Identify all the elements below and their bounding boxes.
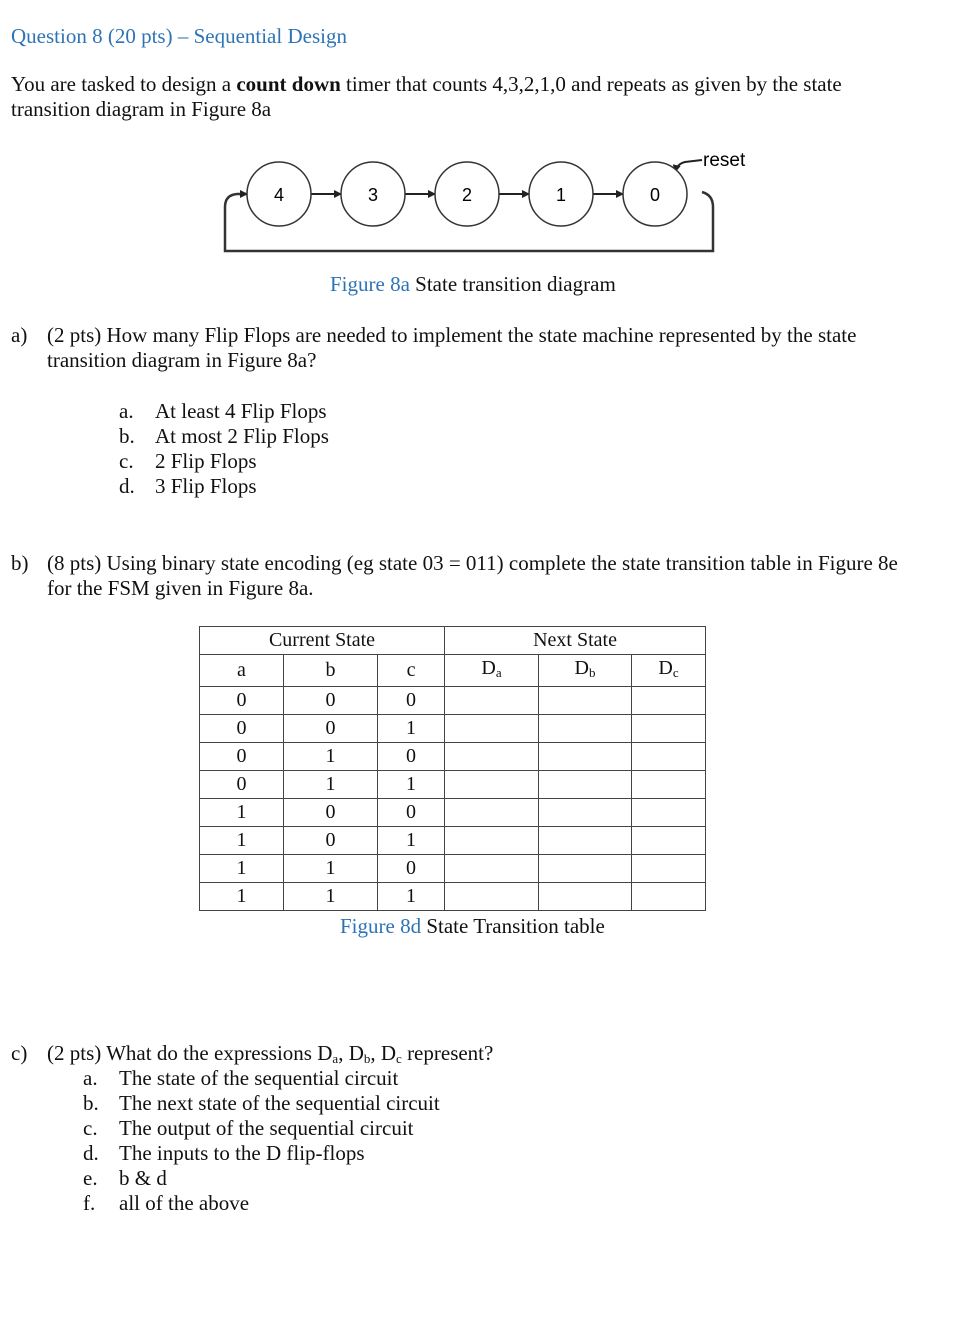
cell-a: 0 bbox=[200, 715, 284, 743]
figure-8a-caption bbox=[330, 272, 616, 297]
cell-a: 0 bbox=[200, 771, 284, 799]
next-state-header: Next State bbox=[445, 627, 706, 655]
cell-db[interactable] bbox=[539, 715, 632, 743]
cell-c: 1 bbox=[378, 883, 445, 911]
state-1 bbox=[529, 162, 593, 226]
cell-a: 1 bbox=[200, 799, 284, 827]
table-row bbox=[200, 855, 706, 883]
cell-dc[interactable] bbox=[632, 743, 706, 771]
cell-b: 0 bbox=[284, 715, 378, 743]
question-title: Question 8 (20 pts) – Sequential Design bbox=[11, 24, 347, 48]
part-a-option[interactable] bbox=[119, 399, 327, 424]
option-letter: a. bbox=[83, 1066, 98, 1090]
part-b-line-1: (8 pts) Using binary state encoding (eg state 03 = 011) complete the state transition table in Figure 8e bbox=[47, 551, 898, 575]
table-row bbox=[200, 743, 706, 771]
col-header-c: c bbox=[378, 655, 445, 687]
cell-c: 0 bbox=[378, 855, 445, 883]
part-c-option[interactable] bbox=[83, 1141, 365, 1166]
option-letter: d. bbox=[119, 474, 135, 498]
option-text: The output of the sequential circuit bbox=[119, 1116, 414, 1140]
table-row bbox=[200, 771, 706, 799]
option-letter: c. bbox=[83, 1116, 98, 1140]
cell-a: 1 bbox=[200, 855, 284, 883]
figure-8d-caption bbox=[340, 914, 605, 939]
cell-db[interactable] bbox=[539, 687, 632, 715]
option-text: all of the above bbox=[119, 1191, 250, 1215]
option-text: b & d bbox=[119, 1166, 167, 1190]
state-label: 1 bbox=[555, 185, 567, 205]
col-header-a: a bbox=[200, 655, 284, 687]
cell-a: 0 bbox=[200, 743, 284, 771]
table-row bbox=[200, 799, 706, 827]
cell-db[interactable] bbox=[539, 771, 632, 799]
cell-da[interactable] bbox=[445, 687, 539, 715]
cell-dc[interactable] bbox=[632, 883, 706, 911]
cell-dc[interactable] bbox=[632, 771, 706, 799]
part-b-marker: b) bbox=[11, 551, 29, 575]
intro-post: timer that counts 4,3,2,1,0 and repeats as given by the state bbox=[340, 72, 842, 96]
cell-da[interactable] bbox=[445, 771, 539, 799]
prompt-sub-b: b bbox=[363, 1051, 371, 1066]
state-4 bbox=[247, 162, 311, 226]
state-label: 2 bbox=[461, 185, 473, 205]
cell-b: 0 bbox=[284, 827, 378, 855]
col-header-db bbox=[539, 655, 632, 687]
table-row bbox=[200, 687, 706, 715]
col-header-dc bbox=[632, 655, 706, 687]
cell-da[interactable] bbox=[445, 799, 539, 827]
option-text: 2 Flip Flops bbox=[155, 449, 257, 473]
option-letter: f. bbox=[83, 1191, 96, 1215]
cell-b: 1 bbox=[284, 883, 378, 911]
current-state-header: Current State bbox=[200, 627, 445, 655]
dc-base: D bbox=[658, 657, 673, 679]
prompt-post: represent? bbox=[401, 1041, 494, 1065]
cell-c: 0 bbox=[378, 687, 445, 715]
option-letter: a. bbox=[119, 399, 134, 423]
state-2 bbox=[435, 162, 499, 226]
cell-db[interactable] bbox=[539, 799, 632, 827]
state-label: 3 bbox=[367, 185, 379, 205]
state-label: 0 bbox=[649, 185, 661, 205]
option-text: The next state of the sequential circuit bbox=[119, 1091, 440, 1115]
state-label: 4 bbox=[273, 185, 285, 205]
cell-da[interactable] bbox=[445, 715, 539, 743]
part-a-option[interactable] bbox=[119, 424, 329, 449]
part-a-marker: a) bbox=[11, 323, 28, 347]
da-sub: a bbox=[495, 665, 502, 680]
cell-db[interactable] bbox=[539, 855, 632, 883]
part-a-option[interactable] bbox=[119, 449, 257, 474]
db-base: D bbox=[574, 657, 589, 679]
cell-b: 0 bbox=[284, 687, 378, 715]
reset-arrow bbox=[675, 160, 702, 172]
part-c-option[interactable] bbox=[83, 1166, 167, 1191]
cell-da[interactable] bbox=[445, 883, 539, 911]
prompt-pre: (2 pts) What do the expressions D bbox=[47, 1041, 333, 1065]
option-letter: d. bbox=[83, 1141, 99, 1165]
option-text: At most 2 Flip Flops bbox=[155, 424, 329, 448]
part-a-option[interactable] bbox=[119, 474, 257, 499]
option-letter: b. bbox=[83, 1091, 99, 1115]
prompt-sep-2: , D bbox=[370, 1041, 397, 1065]
prompt-sub-c: c bbox=[396, 1051, 402, 1066]
cell-b: 1 bbox=[284, 855, 378, 883]
cell-c: 0 bbox=[378, 799, 445, 827]
cell-b: 0 bbox=[284, 799, 378, 827]
cell-a: 1 bbox=[200, 883, 284, 911]
cell-c: 1 bbox=[378, 715, 445, 743]
table-row bbox=[200, 715, 706, 743]
table-row bbox=[200, 883, 706, 911]
state-transition-diagram bbox=[215, 145, 755, 260]
dc-sub: c bbox=[672, 665, 679, 680]
cell-c: 0 bbox=[378, 743, 445, 771]
part-c-option[interactable] bbox=[83, 1191, 249, 1216]
cell-b: 1 bbox=[284, 743, 378, 771]
cell-da[interactable] bbox=[445, 743, 539, 771]
part-c-option[interactable] bbox=[83, 1066, 398, 1091]
part-b-line-2: for the FSM given in Figure 8a. bbox=[47, 576, 314, 600]
state-transition-table bbox=[199, 626, 706, 911]
caption-text: State transition diagram bbox=[409, 272, 616, 296]
intro-bold: count down bbox=[236, 72, 341, 96]
option-text: 3 Flip Flops bbox=[155, 474, 257, 498]
cell-db[interactable] bbox=[539, 827, 632, 855]
caption-ref: Figure 8d bbox=[340, 914, 422, 938]
da-base: D bbox=[481, 657, 496, 679]
option-text: The inputs to the D flip-flops bbox=[119, 1141, 365, 1165]
option-text: At least 4 Flip Flops bbox=[155, 399, 327, 423]
intro-line-2: transition diagram in Figure 8a bbox=[11, 97, 272, 121]
part-c-option[interactable] bbox=[83, 1091, 440, 1116]
prompt-sep-1: , D bbox=[338, 1041, 364, 1065]
table-group-header bbox=[200, 627, 706, 655]
state-0 bbox=[623, 162, 687, 226]
option-text: The state of the sequential circuit bbox=[119, 1066, 399, 1090]
col-header-da bbox=[445, 655, 539, 687]
col-header-b: b bbox=[284, 655, 378, 687]
cell-db[interactable] bbox=[539, 883, 632, 911]
caption-text: State Transition table bbox=[421, 914, 605, 938]
db-sub: b bbox=[589, 665, 596, 680]
cell-b: 1 bbox=[284, 771, 378, 799]
cell-db[interactable] bbox=[539, 743, 632, 771]
cell-dc[interactable] bbox=[632, 715, 706, 743]
option-letter: b. bbox=[119, 424, 135, 448]
cell-da[interactable] bbox=[445, 827, 539, 855]
part-c-option[interactable] bbox=[83, 1116, 414, 1141]
table-row bbox=[200, 827, 706, 855]
option-letter: c. bbox=[119, 449, 134, 473]
cell-c: 1 bbox=[378, 771, 445, 799]
intro-pre: You are tasked to design a bbox=[11, 72, 237, 96]
caption-ref: Figure 8a bbox=[330, 272, 410, 296]
option-letter: e. bbox=[83, 1166, 98, 1190]
cell-da[interactable] bbox=[445, 855, 539, 883]
reset-label: reset bbox=[703, 150, 746, 171]
cell-dc[interactable] bbox=[632, 799, 706, 827]
table-column-header bbox=[200, 655, 706, 687]
cell-dc[interactable] bbox=[632, 687, 706, 715]
cell-a: 0 bbox=[200, 687, 284, 715]
part-a-line-2: transition diagram in Figure 8a? bbox=[47, 348, 317, 372]
cell-a: 1 bbox=[200, 827, 284, 855]
cell-dc[interactable] bbox=[632, 855, 706, 883]
cell-dc[interactable] bbox=[632, 827, 706, 855]
cell-c: 1 bbox=[378, 827, 445, 855]
prompt-sub-a: a bbox=[332, 1051, 339, 1066]
part-a-line-1: (2 pts) How many Flip Flops are needed to implement the state machine represented by the state bbox=[47, 323, 857, 347]
state-3 bbox=[341, 162, 405, 226]
part-c-marker: c) bbox=[11, 1041, 28, 1065]
intro-line-1 bbox=[11, 72, 842, 97]
